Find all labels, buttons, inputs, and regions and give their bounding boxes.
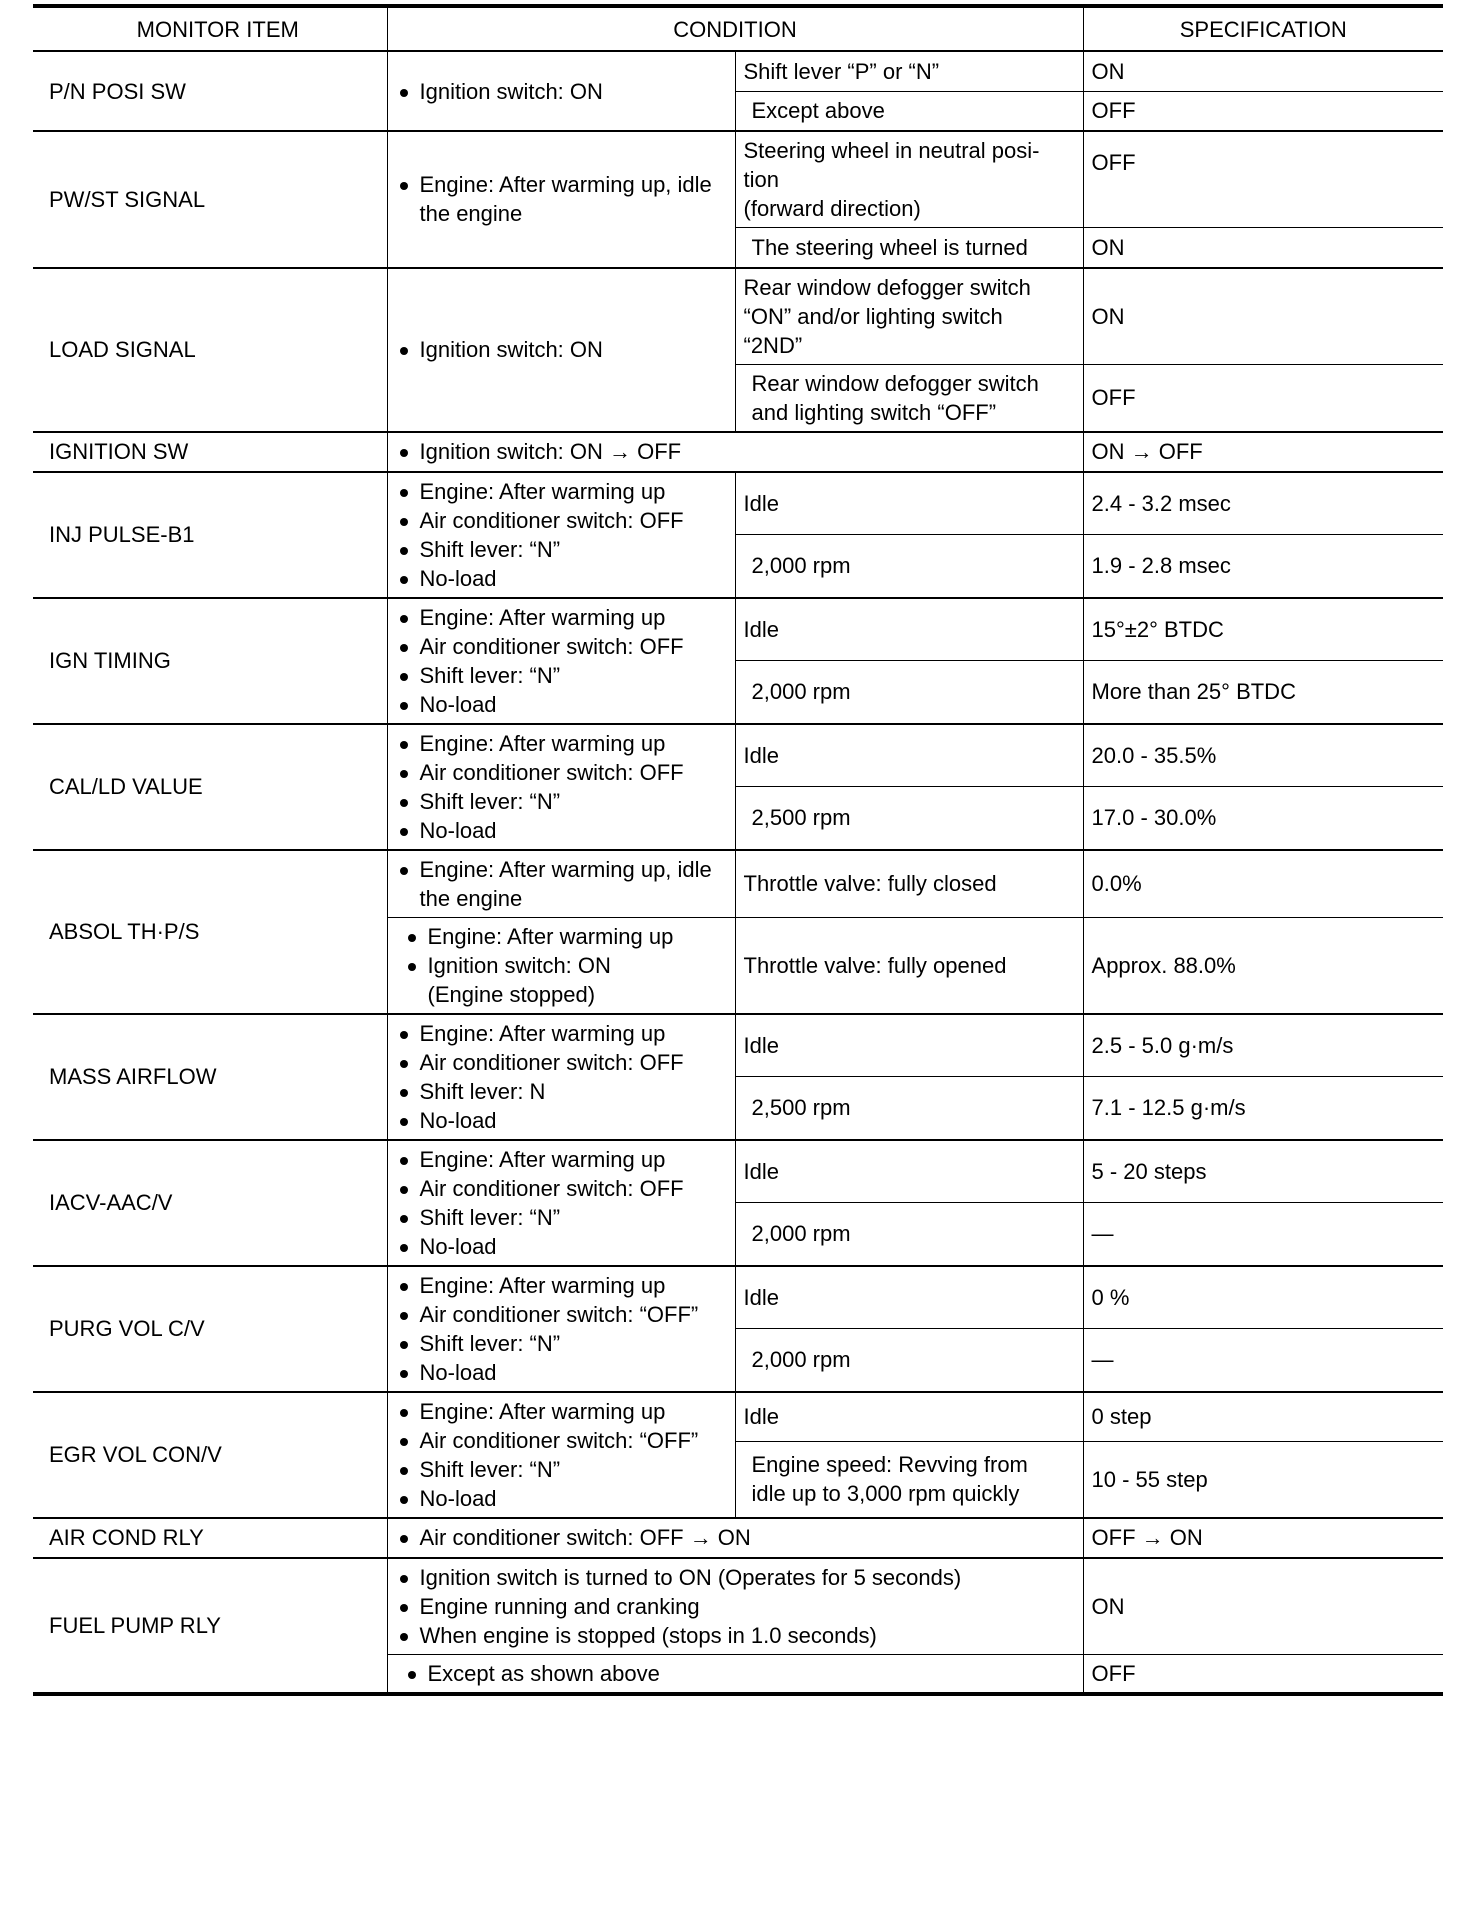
monitor-item: INJ PULSE-B1 xyxy=(33,472,387,598)
condition-bullet: No-load xyxy=(396,1106,727,1135)
header-specification: SPECIFICATION xyxy=(1083,6,1443,51)
table-row xyxy=(33,131,1443,228)
specification: 10 - 55 step xyxy=(1083,1441,1443,1518)
header-condition: CONDITION xyxy=(387,6,1083,51)
monitor-item: IGN TIMING xyxy=(33,598,387,724)
sub-condition: Idle xyxy=(735,472,1083,535)
condition-cell xyxy=(387,1558,1083,1655)
sub-condition: 2,000 rpm xyxy=(735,661,1083,724)
condition-cell xyxy=(387,131,735,268)
specification: OFF → ON xyxy=(1083,1518,1443,1558)
condition-cell xyxy=(387,1014,735,1140)
condition-cell xyxy=(387,1266,735,1392)
condition-bullet: Engine: After warming up xyxy=(396,1271,727,1300)
sub-condition: Throttle valve: fully opened xyxy=(735,917,1083,1014)
condition-bullet: Ignition switch: ON xyxy=(404,951,727,980)
monitor-item: CAL/LD VALUE xyxy=(33,724,387,850)
sub-condition xyxy=(735,364,1083,432)
condition-bullet: Shift lever: “N” xyxy=(396,661,727,690)
specification: — xyxy=(1083,1329,1443,1392)
sub-condition-line: “ON” and/or lighting switch xyxy=(743,303,1003,329)
condition-bullet: No-load xyxy=(396,1358,727,1387)
sub-condition xyxy=(735,268,1083,365)
monitor-item: EGR VOL CON/V xyxy=(33,1392,387,1518)
sub-condition: Throttle valve: fully closed xyxy=(735,850,1083,918)
specification: 7.1 - 12.5 g·m/s xyxy=(1083,1077,1443,1140)
condition-bullet: Engine: After warming up xyxy=(396,729,727,758)
specification: — xyxy=(1083,1203,1443,1266)
specification: 20.0 - 35.5% xyxy=(1083,724,1443,787)
specification: 1.9 - 2.8 msec xyxy=(1083,535,1443,598)
monitor-item: P/N POSI SW xyxy=(33,51,387,131)
monitor-item: MASS AIRFLOW xyxy=(33,1014,387,1140)
sub-condition: Idle xyxy=(735,724,1083,787)
condition-cell xyxy=(387,51,735,131)
condition-bullet: Engine: After warming up, idle the engine xyxy=(396,170,727,228)
specification: More than 25° BTDC xyxy=(1083,661,1443,724)
monitor-item: IGNITION SW xyxy=(33,432,387,472)
condition-bullet: Shift lever: “N” xyxy=(396,787,727,816)
specification: 17.0 - 30.0% xyxy=(1083,787,1443,850)
condition-bullet: When engine is stopped (stops in 1.0 seconds) xyxy=(396,1621,1075,1650)
condition-cell xyxy=(387,1518,1083,1558)
monitor-item: ABSOL TH·P/S xyxy=(33,850,387,1014)
condition-cell xyxy=(387,1140,735,1266)
condition-bullet: Air conditioner switch: OFF → ON xyxy=(396,1523,1075,1552)
condition-bullet: Air conditioner switch: OFF xyxy=(396,1048,727,1077)
monitor-item: LOAD SIGNAL xyxy=(33,268,387,432)
sub-condition: Idle xyxy=(735,598,1083,661)
specification: OFF xyxy=(1083,1654,1443,1694)
sub-condition: Idle xyxy=(735,1266,1083,1329)
specification: Approx. 88.0% xyxy=(1083,917,1443,1014)
condition-bullet: No-load xyxy=(396,564,727,593)
spec-sheet xyxy=(33,4,1443,1696)
condition-bullet: Engine running and cranking xyxy=(396,1592,1075,1621)
sub-condition-line: “2ND” xyxy=(743,332,803,358)
sub-condition: Idle xyxy=(735,1014,1083,1077)
sub-condition-line: Steering wheel in neutral posi- xyxy=(743,138,1040,163)
condition-cell xyxy=(387,917,735,1014)
condition-bullet: Shift lever: N xyxy=(396,1077,727,1106)
condition-bullet: Ignition switch: ON xyxy=(396,335,727,364)
specification: 5 - 20 steps xyxy=(1083,1140,1443,1203)
sub-condition: Idle xyxy=(735,1140,1083,1203)
header-row xyxy=(33,6,1443,51)
sub-condition-line: tion xyxy=(743,167,779,192)
table-row xyxy=(33,724,1443,787)
specification: ON → OFF xyxy=(1083,432,1443,472)
condition-note: (Engine stopped) xyxy=(427,981,596,1007)
sub-condition: 2,500 rpm xyxy=(735,787,1083,850)
condition-cell xyxy=(387,432,1083,472)
specification: OFF xyxy=(1083,131,1443,228)
sub-condition xyxy=(735,131,1083,228)
table-row xyxy=(33,1014,1443,1077)
condition-cell xyxy=(387,850,735,918)
table-row xyxy=(33,1558,1443,1655)
condition-bullet: Engine: After warming up xyxy=(396,1397,727,1426)
condition-bullet: No-load xyxy=(396,1232,727,1261)
condition-bullet: Air conditioner switch: “OFF” xyxy=(396,1426,727,1455)
sub-condition: 2,000 rpm xyxy=(735,535,1083,598)
monitor-item: FUEL PUMP RLY xyxy=(33,1558,387,1695)
specification: ON xyxy=(1083,51,1443,91)
condition-bullet: Air conditioner switch: OFF xyxy=(396,758,727,787)
condition-bullet: Engine: After warming up xyxy=(404,922,727,951)
table-row xyxy=(33,598,1443,661)
condition-cell xyxy=(387,268,735,432)
sub-condition xyxy=(735,1441,1083,1518)
specification: 2.5 - 5.0 g·m/s xyxy=(1083,1014,1443,1077)
condition-bullet: Shift lever: “N” xyxy=(396,1203,727,1232)
sub-condition-line: (forward direction) xyxy=(743,196,921,221)
condition-bullet: No-load xyxy=(396,816,727,845)
table-row xyxy=(33,1518,1443,1558)
condition-bullet: Engine: After warming up xyxy=(396,1019,727,1048)
sub-condition: The steering wheel is turned xyxy=(735,228,1083,268)
condition-bullet: Shift lever: “N” xyxy=(396,1455,727,1484)
sub-condition-line: Rear window defogger switch xyxy=(751,370,1039,396)
condition-cell xyxy=(387,472,735,598)
condition-bullet: No-load xyxy=(396,690,727,719)
condition-bullet: Ignition switch: ON xyxy=(396,77,727,106)
sub-condition: Idle xyxy=(735,1392,1083,1442)
condition-bullet: Ignition switch: ON → OFF xyxy=(396,437,1075,466)
specification: OFF xyxy=(1083,364,1443,432)
table-row xyxy=(33,51,1443,91)
condition-cell xyxy=(387,724,735,850)
specification: 0.0% xyxy=(1083,850,1443,918)
condition-bullet: Shift lever: “N” xyxy=(396,1329,727,1358)
condition-cell xyxy=(387,598,735,724)
monitor-table xyxy=(33,4,1443,1696)
table-row xyxy=(33,1392,1443,1442)
table-row xyxy=(33,472,1443,535)
specification: ON xyxy=(1083,268,1443,365)
header-monitor-item: MONITOR ITEM xyxy=(33,6,387,51)
sub-condition: Shift lever “P” or “N” xyxy=(735,51,1083,91)
sub-condition: Except above xyxy=(735,91,1083,131)
specification: 2.4 - 3.2 msec xyxy=(1083,472,1443,535)
condition-bullet: Air conditioner switch: OFF xyxy=(396,506,727,535)
condition-bullet: No-load xyxy=(396,1484,727,1513)
specification: OFF xyxy=(1083,91,1443,131)
monitor-item: PW/ST SIGNAL xyxy=(33,131,387,268)
specification: 15°±2° BTDC xyxy=(1083,598,1443,661)
sub-condition: 2,500 rpm xyxy=(735,1077,1083,1140)
table-row xyxy=(33,432,1443,472)
table-row xyxy=(33,1140,1443,1203)
sub-condition-line: and lighting switch “OFF” xyxy=(751,399,997,425)
monitor-item: IACV-AAC/V xyxy=(33,1140,387,1266)
condition-cell xyxy=(387,1654,1083,1694)
condition-bullet: Air conditioner switch: “OFF” xyxy=(396,1300,727,1329)
sub-condition-line: Engine speed: Revving from xyxy=(751,1452,1028,1477)
condition-bullet: Ignition switch is turned to ON (Operates for 5 seconds) xyxy=(396,1563,1075,1592)
condition-bullet: Engine: After warming up xyxy=(396,1145,727,1174)
condition-bullet: Engine: After warming up xyxy=(396,603,727,632)
condition-bullet: Except as shown above xyxy=(404,1659,1075,1688)
specification: 0 step xyxy=(1083,1392,1443,1442)
sub-condition: 2,000 rpm xyxy=(735,1203,1083,1266)
specification: ON xyxy=(1083,228,1443,268)
condition-bullet: Air conditioner switch: OFF xyxy=(396,632,727,661)
monitor-item: AIR COND RLY xyxy=(33,1518,387,1558)
condition-bullet: Shift lever: “N” xyxy=(396,535,727,564)
sub-condition-line: idle up to 3,000 rpm quickly xyxy=(751,1481,1020,1506)
condition-bullet: Engine: After warming up xyxy=(396,477,727,506)
table-row xyxy=(33,268,1443,365)
sub-condition: 2,000 rpm xyxy=(735,1329,1083,1392)
specification: 0 % xyxy=(1083,1266,1443,1329)
monitor-item: PURG VOL C/V xyxy=(33,1266,387,1392)
specification: ON xyxy=(1083,1558,1443,1655)
table-row xyxy=(33,850,1443,918)
condition-cell xyxy=(387,1392,735,1518)
condition-bullet: Engine: After warming up, idle the engine xyxy=(396,855,727,913)
table-row xyxy=(33,1266,1443,1329)
sub-condition-line: Rear window defogger switch xyxy=(743,274,1031,300)
condition-bullet: Air conditioner switch: OFF xyxy=(396,1174,727,1203)
